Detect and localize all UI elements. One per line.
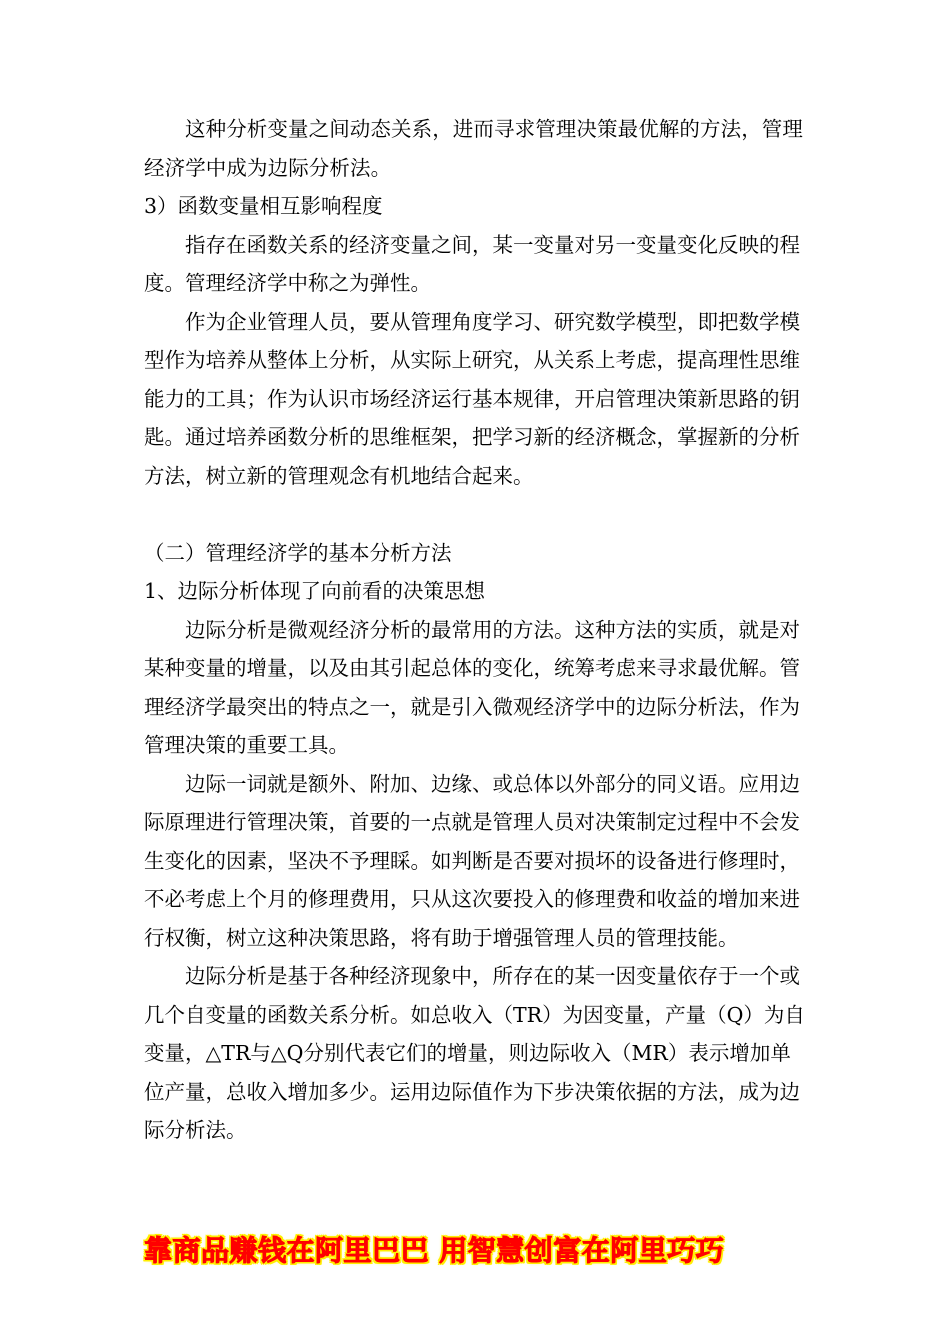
body-paragraph: 作为企业管理人员，要从管理角度学习、研究数学模型，即把数学模型作为培养从整体上分析，从实际上研究，从关系上考虑，提高理性思维能力的工具；作为认识市场经济运行基本规律，开启管理决策新思路的钥匙。通过培养函数分析的思维框架，把学习新的经济概念，掌握新的分析方法，树立新的管理观念有机地结合起来。	[144, 309, 800, 488]
body-paragraph: 边际一词就是额外、附加、边缘、或总体以外部分的同义语。应用边际原理进行管理决策，首要的一点就是管理人员对决策制定过程中不会发生变化的因素，坚决不予理睬。如判断是否要对损坏的设备进行修理时，不必考虑上个月的修理费用，只从这次要投入的修理费和收益的增加来进行权衡，树立这种决策思路，将有助于增强管理人员的管理技能。	[144, 771, 800, 950]
body-paragraph: 这种分析变量之间动态关系，进而寻求管理决策最优解的方法，管理经济学中成为边际分析法。	[144, 117, 803, 180]
section-heading: （二）管理经济学的基本分析方法	[144, 540, 452, 565]
subsection-heading: 3）函数变量相互影响程度	[144, 194, 383, 218]
body-paragraph: 边际分析是基于各种经济现象中，所存在的某一因变量依存于一个或几个自变量的函数关系分析。如总收入（TR）为因变量，产量（Q）为自变量，△TR与△Q分别代表它们的增量，则边际收入（MR）表示增加单位产量，总收入增加多少。运用边际值作为下步决策依据的方法，成为边际分析法。	[144, 964, 805, 1142]
promo-banner: 靠商品赚钱在阿里巴巴 用智慧创富在阿里巧巧	[144, 1234, 725, 1267]
body-paragraph: 边际分析是微观经济分析的最常用的方法。这种方法的实质，就是对某种变量的增量，以及由其引起总体的变化，统筹考虑来寻求最优解。管理经济学最突出的特点之一，就是引入微观经济学中的边际分析法，作为管理决策的重要工具。	[144, 617, 800, 757]
body-paragraph: 指存在函数关系的经济变量之间，某一变量对另一变量变化反映的程度。管理经济学中称之为弹性。	[144, 232, 800, 295]
subsection-heading: 1、边际分析体现了向前看的决策思想	[144, 579, 486, 603]
document-body	[144, 110, 808, 1150]
paragraph-spacer	[144, 495, 808, 534]
